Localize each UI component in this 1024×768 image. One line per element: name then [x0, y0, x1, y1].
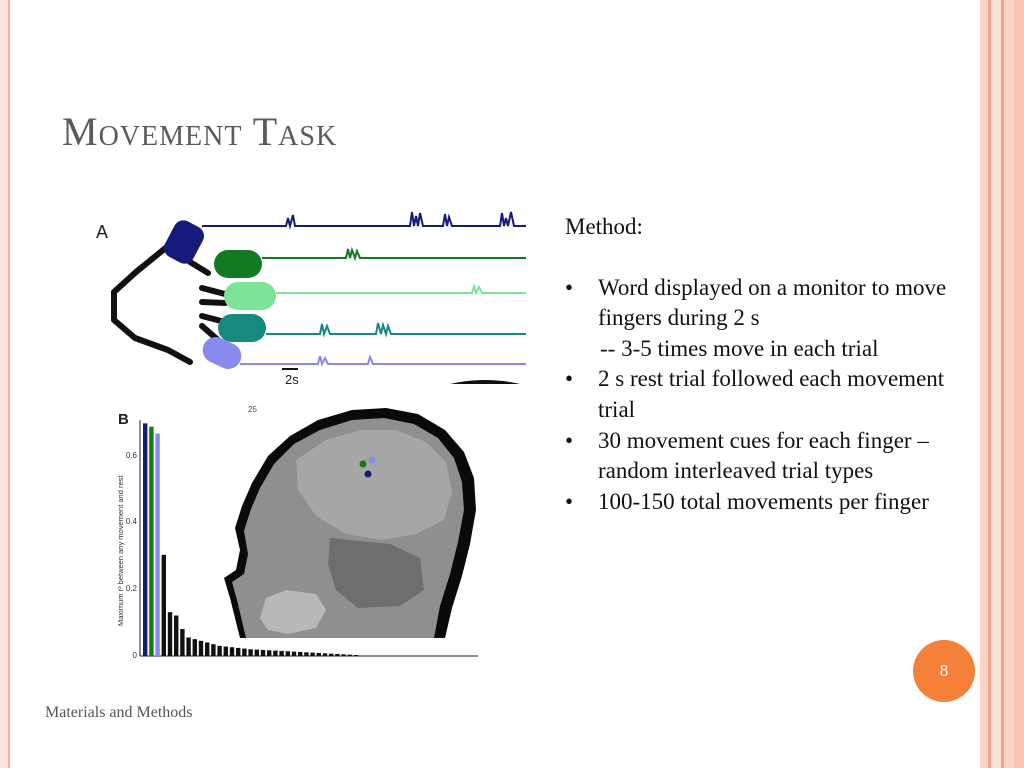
chart-bar — [217, 646, 221, 656]
chart-bar — [310, 653, 314, 656]
top-tick-label: 25 — [248, 405, 257, 414]
left-border — [0, 0, 10, 768]
bullet-item — [565, 364, 975, 425]
chart-bar — [143, 423, 147, 656]
chart-bar — [304, 652, 308, 656]
electrode-navy — [365, 471, 372, 478]
chart-bar — [273, 651, 277, 656]
trace-middle — [262, 249, 526, 258]
method-heading: Method: — [565, 214, 643, 239]
electrode-lilac — [369, 457, 376, 464]
chart-bar — [248, 649, 252, 656]
chart-bar — [230, 647, 234, 656]
electrode-green — [360, 461, 367, 468]
chart-bar — [149, 427, 153, 656]
chart-bar — [317, 653, 321, 656]
page-number-badge: 8 — [913, 640, 975, 702]
chart-bar — [162, 555, 166, 656]
method-text-box — [565, 212, 975, 517]
bullet-item — [565, 273, 975, 365]
y-tick-label: 0.6 — [125, 451, 137, 460]
scale-bar-label: 2s — [285, 372, 299, 387]
head-top-edge — [450, 380, 520, 384]
chart-bar — [242, 649, 246, 656]
y-ticks — [126, 451, 138, 660]
chart-bar — [279, 651, 283, 656]
right-decorative-stripes — [980, 0, 1024, 768]
chart-bar — [180, 629, 184, 656]
chart-bar — [193, 639, 197, 656]
y-tick-label: 0.2 — [125, 584, 137, 593]
chart-bar — [211, 644, 215, 656]
trace-little — [266, 323, 526, 334]
trace-index — [202, 212, 526, 226]
bullet-item — [565, 487, 975, 518]
figure — [90, 198, 530, 663]
little-finger-icon — [218, 314, 266, 342]
middle-finger-icon — [214, 250, 262, 278]
bullet-text: 30 movement cues for each finger – random interleaved trial types — [598, 427, 929, 484]
bullet-subline: -- 3-5 times move in each trial — [600, 335, 879, 361]
bullet-text: 100-150 total movements per finger — [598, 488, 929, 514]
slide-title: Movement Task — [62, 109, 338, 154]
chart-bar — [224, 647, 228, 656]
chart-bar — [255, 650, 259, 656]
figure-svg — [90, 198, 530, 663]
chart-bar — [354, 655, 358, 656]
chart-bar — [348, 655, 352, 656]
chart-bar — [329, 654, 333, 656]
index-finger-icon — [160, 217, 207, 267]
chart-bar — [199, 641, 203, 656]
chart-bar — [174, 616, 178, 656]
y-axis-label: Maximum r² between any movement and rest — [116, 475, 125, 626]
trace-thumb — [240, 356, 526, 364]
chart-bar — [292, 652, 296, 656]
footer-section-label: Materials and Methods — [45, 704, 193, 721]
chart-bar — [168, 612, 172, 656]
chart-bar — [286, 651, 290, 656]
chart-bar — [341, 654, 345, 656]
chart-bar — [323, 653, 327, 656]
chart-bar — [335, 654, 339, 656]
y-tick-label: 0 — [132, 651, 137, 660]
chart-bar — [155, 433, 159, 656]
chart-bar — [205, 643, 209, 656]
xray-head-image — [224, 408, 476, 638]
chart-bar — [267, 650, 271, 656]
chart-bar — [298, 652, 302, 656]
panel-b-label: B — [118, 411, 129, 428]
bullet-item — [565, 426, 975, 487]
ring-finger-icon — [224, 282, 276, 310]
chart-bar — [186, 637, 190, 656]
bullet-text: Word displayed on a monitor to move fingers during 2 s — [598, 274, 947, 331]
y-tick-label: 0.4 — [125, 517, 137, 526]
chart-bar — [261, 650, 265, 656]
panel-a-label: A — [96, 222, 109, 242]
method-bullet-list — [565, 273, 975, 518]
bullet-text: 2 s rest trial followed each movement trial — [598, 366, 945, 422]
trace-ring — [276, 286, 526, 293]
chart-bar — [236, 648, 240, 656]
